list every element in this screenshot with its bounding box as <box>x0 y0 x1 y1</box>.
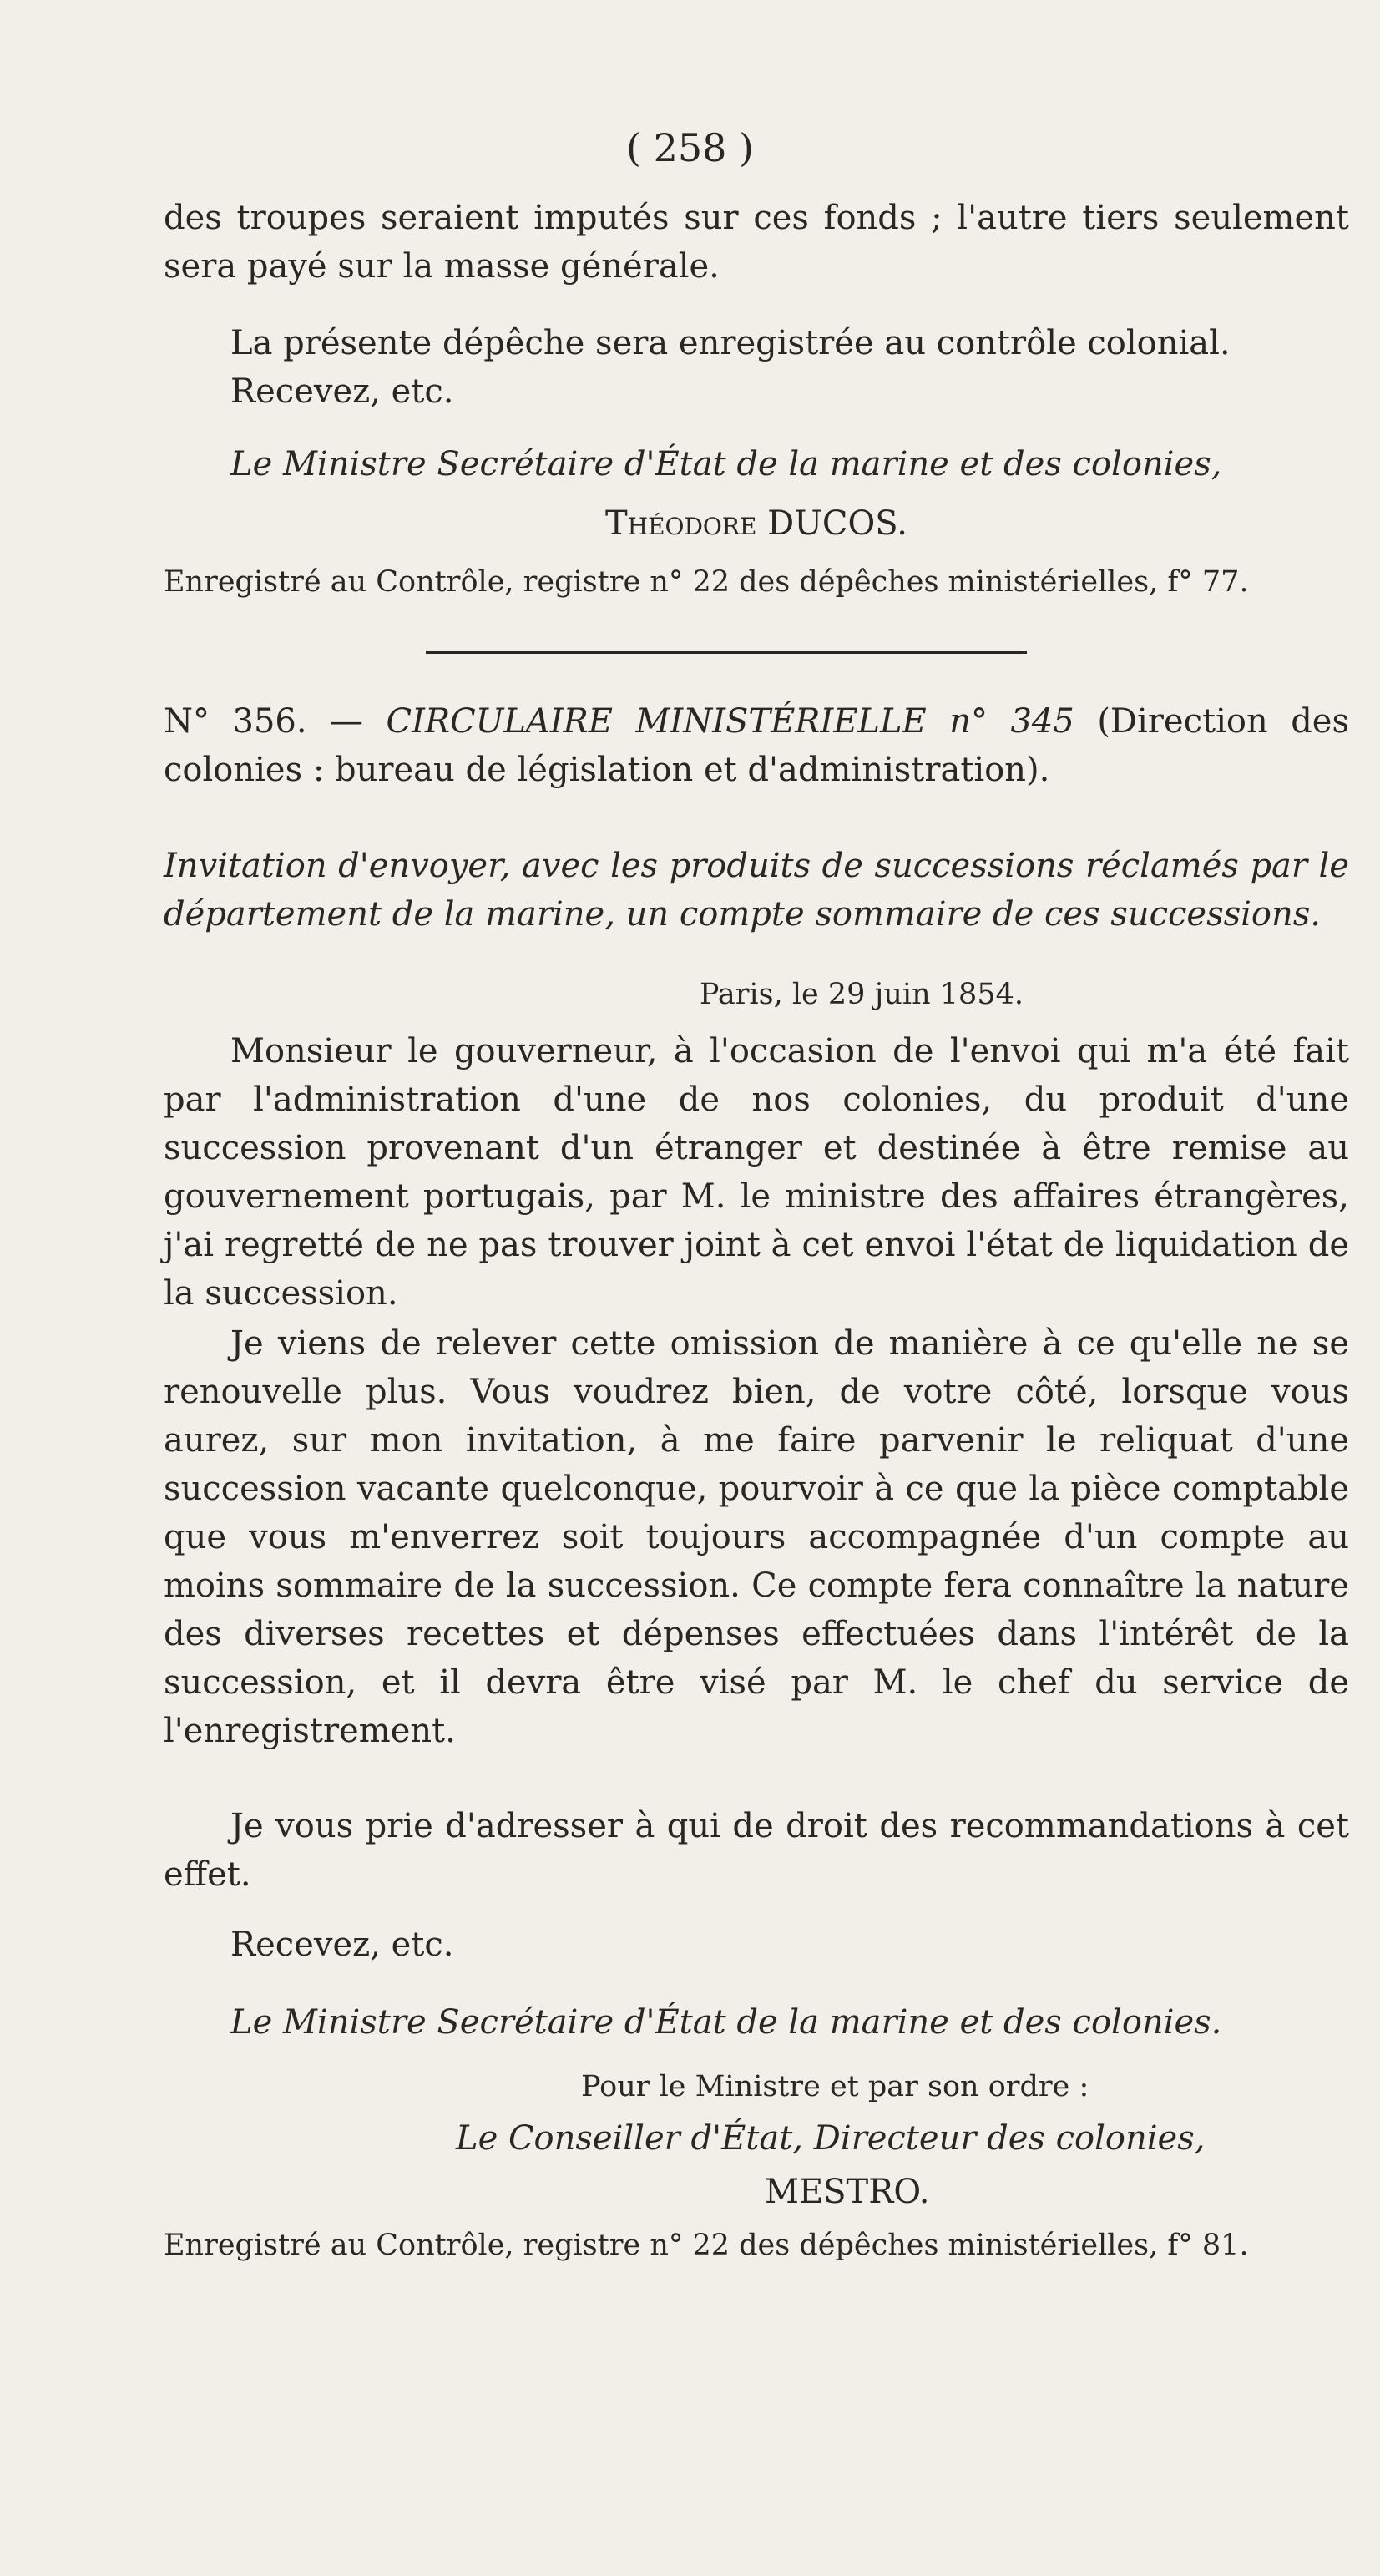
counselor-title: Le Conseiller d'État, Directeur des colonies, <box>456 2119 1206 2158</box>
dateline: Paris, le 29 juin 1854. <box>699 978 1024 1011</box>
circular-paragraph-3: Je vous prie d'adresser à qui de droit des recommandations à cet effet. <box>164 1807 1349 1894</box>
counselor-name: MESTRO. <box>765 2173 930 2211</box>
order-line: Pour le Ministre et par son ordre : <box>581 2070 1089 2103</box>
signer-title: Le Ministre Secrétaire d'État de la marine et des colonies, <box>230 445 1222 483</box>
circular-signer-title: Le Ministre Secrétaire d'État de la marine et des colonies. <box>230 2003 1222 2042</box>
continuation-paragraph-1: des troupes seraient imputés sur ces fonds ; l'autre tiers seulement sera payé sur la masse générale. <box>164 199 1349 286</box>
separator-rule <box>426 651 1027 654</box>
registration-note: Enregistré au Contrôle, registre n° 22 des dépêches ministérielles, f° 77. <box>164 565 1249 599</box>
circular-registration-note: Enregistré au Contrôle, registre n° 22 des dépêches ministérielles, f° 81. <box>164 2229 1249 2262</box>
circular-direction: (Direction des colonies : bureau de législation et d'administration). <box>164 702 1349 789</box>
circular-paragraph-4: Recevez, etc. <box>230 1926 454 1964</box>
circular-subject: Invitation d'envoyer, avec les produits de successions réclamés par le département de la marine, un compte sommaire de ces successions. <box>164 847 1349 934</box>
circular-title: CIRCULAIRE MINISTÉRIELLE n° 345 <box>386 702 1074 741</box>
page-number: ( 258 ) <box>626 125 754 170</box>
circular-paragraph-1: Monsieur le gouverneur, à l'occasion de l'envoi qui m'a été fait par l'administration d'une de nos colonies, du produit d'une succession provenant d'un étranger et destinée à être remise au gouvernement portugais, par M. le ministre des affaires étrangères, j'ai regretté de ne pas trouver joint à cet envoi l'état de liquidation de la succession. <box>164 1032 1349 1313</box>
continuation-paragraph-3: Recevez, etc. <box>230 372 454 411</box>
circular-heading <box>164 697 1349 794</box>
signer-first-name: Théodore <box>604 504 757 543</box>
signer-name <box>164 499 1349 548</box>
circular-number: N° 356. — <box>164 702 364 741</box>
signer-last-name: DUCOS. <box>767 504 907 543</box>
circular-paragraph-2: Je viens de relever cette omission de manière à ce qu'elle ne se renouvelle plus. Vous voudrez bien, de votre côté, lorsque vous aurez, sur mon invitation, à me faire parvenir le reliquat d'une succession vacante quelconque, pourvoir à ce que la pièce comptable que vous m'enverrez soit toujours accompagnée d'un compte au moins sommaire de la succession. Ce compte fera connaître la nature des diverses recettes et dépenses effectuées dans l'intérêt de la succession, et il devra être visé par M. le chef du service de l'enregistrement. <box>164 1324 1349 1750</box>
continuation-paragraph-2: La présente dépêche sera enregistrée au contrôle colonial. <box>230 324 1231 362</box>
